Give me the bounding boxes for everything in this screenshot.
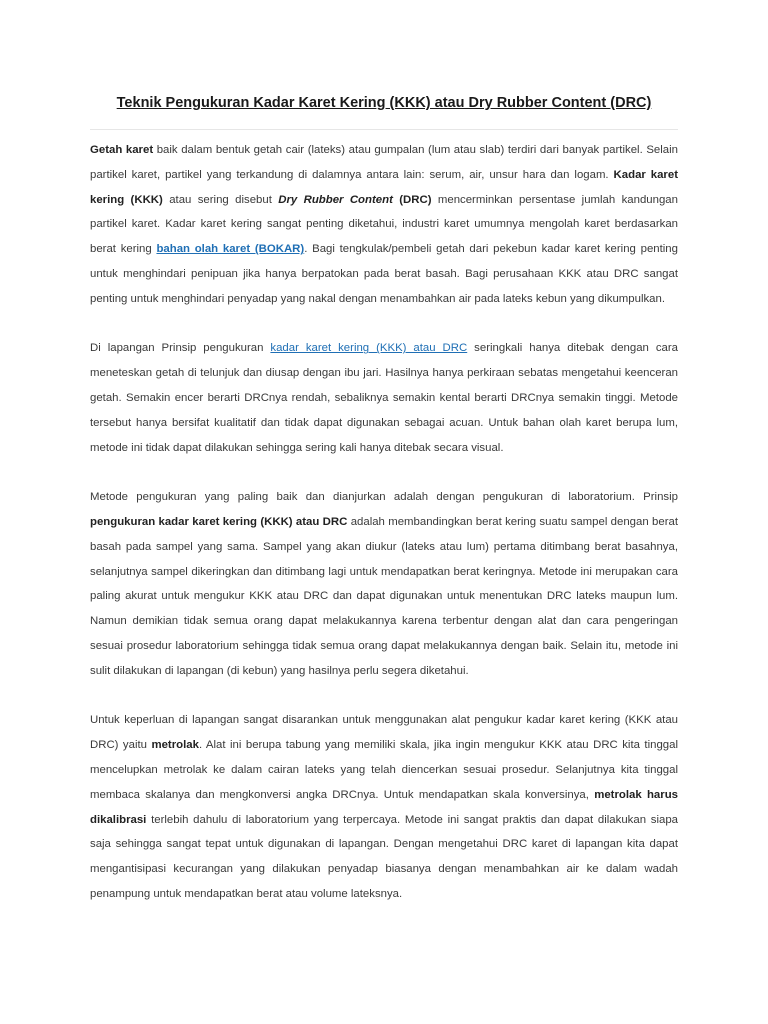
text-run: metrolak bbox=[151, 739, 199, 752]
text-run: . Alat ini berupa tabung yang memiliki skala, jika ingin mengukur KKK atau DRC kita tinggal mencelupkan metrolak ke dalam cairan lateks yang telah diencerkan sesuai prosedur. Selanjutnya kita tinggal membaca skalanya dan mengkonversi angka DRCnya. Untuk mendapatkan skala konversinya, bbox=[90, 739, 678, 801]
text-run: metrolak harus dikalibrasi bbox=[90, 788, 678, 826]
title-divider bbox=[90, 129, 678, 130]
text-run: atau sering disebut bbox=[162, 193, 279, 206]
text-run: . Bagi tengkulak/pembeli getah dari pekebun kadar karet kering penting untuk menghindari penipuan jika hanya berpatokan pada berat basah. Bagi perusahaan KKK atau DRC sangat penting untuk menghindari penyadap yang nakal dengan menambahkan air pada lateks kebun yang dikumpulkan. bbox=[90, 243, 678, 305]
text-run: Metode pengukuran yang paling baik dan dianjurkan adalah dengan pengukuran di laboratorium. Prinsip bbox=[90, 491, 678, 504]
kkk-drc-link[interactable]: kadar karet kering (KKK) atau DRC bbox=[270, 342, 468, 355]
paragraph-1 bbox=[90, 138, 678, 312]
text-run: mencerminkan persentase jumlah kandungan partikel karet. Kadar karet kering sangat penting diketahui, industri karet umumnya mengolah karet berdasarkan berat kering bbox=[90, 193, 678, 256]
text-run: Kadar karet kering (KKK) bbox=[90, 168, 678, 206]
text-run: Untuk keperluan di lapangan sangat disarankan untuk menggunakan alat pengukur kadar karet kering (KKK atau DRC) yaitu bbox=[90, 714, 678, 752]
paragraph-4 bbox=[90, 708, 678, 906]
text-run: seringkali hanya ditebak dengan cara meneteskan getah di telunjuk dan diusap dengan ibu jari. Hasilnya hanya perkiraan sebatas mengetahui keenceran getah. Semakin encer berarti DRCnya rendah, sebaliknya semakin kental berarti DRCnya semakin tinggi. Metode tersebut hanya bersifat kualitatif dan tidak dapat digunakan sebagai acuan. Untuk bahan olah karet berupa lum, metode ini tidak dapat dilakukan sehingga sering kali hanya ditebak secara visual. bbox=[90, 342, 679, 454]
document-title: Teknik Pengukuran Kadar Karet Kering (KKK) atau Dry Rubber Content (DRC) bbox=[116, 95, 652, 111]
text-run-italic: Dry Rubber Content bbox=[278, 193, 393, 206]
text-run: pengukuran kadar karet kering (KKK) atau DRC bbox=[90, 515, 348, 528]
text-run: Getah karet bbox=[90, 144, 154, 156]
text-run: baik dalam bentuk getah cair (lateks) atau gumpalan (lum atau slab) terdiri dari banyak partikel. Selain partikel karet, partikel yang terkandung di dalamnya antara lain: serum, air, unsur hara dan logam. bbox=[90, 144, 678, 181]
paragraph-3 bbox=[90, 485, 678, 683]
bokar-link[interactable]: bahan olah karet (BOKAR) bbox=[156, 243, 305, 256]
text-run: (DRC) bbox=[392, 193, 432, 206]
text-run bbox=[278, 194, 393, 206]
paragraph-2 bbox=[90, 336, 678, 460]
text-run: adalah membandingkan berat kering suatu sampel dengan berat basah pada sampel yang sama. Sampel yang akan diukur (lateks atau lum) pertama ditimbang berat basahnya, selanjutnya sampel dikeringkan dan ditimbang lagi untuk mendapatkan berat keringnya. Metode ini merupakan cara paling akurat untuk mengukur KKK atau DRC dan dapat digunakan untuk menentukan DRC lateks maupun lum. Namun demikian tidak semua orang dapat melakukannya karena terbentur dengan alat dan cara pengeringan sesuai prosedur laboratorium sehingga tidak semua orang dapat melakukannya dengan baik. Selain itu, metode ini sulit dilakukan di lapangan (di kebun) yang hasilnya perlu segera diketahui. bbox=[90, 515, 678, 677]
text-run: Di lapangan Prinsip pengukuran bbox=[90, 342, 271, 355]
text-run: terlebih dahulu di laboratorium yang terpercaya. Metode ini sangat praktis dan dapat dilakukan siapa saja sehingga sangat tepat untuk digunakan di lapangan. Dengan mengetahui DRC karet di lapangan kita dapat mengantisipasi kecurangan yang dilakukan penyadap biasanya dengan menambahkan air ke dalam wadah penampung untuk mendapatkan berat atau volume lateksnya. bbox=[90, 813, 678, 900]
